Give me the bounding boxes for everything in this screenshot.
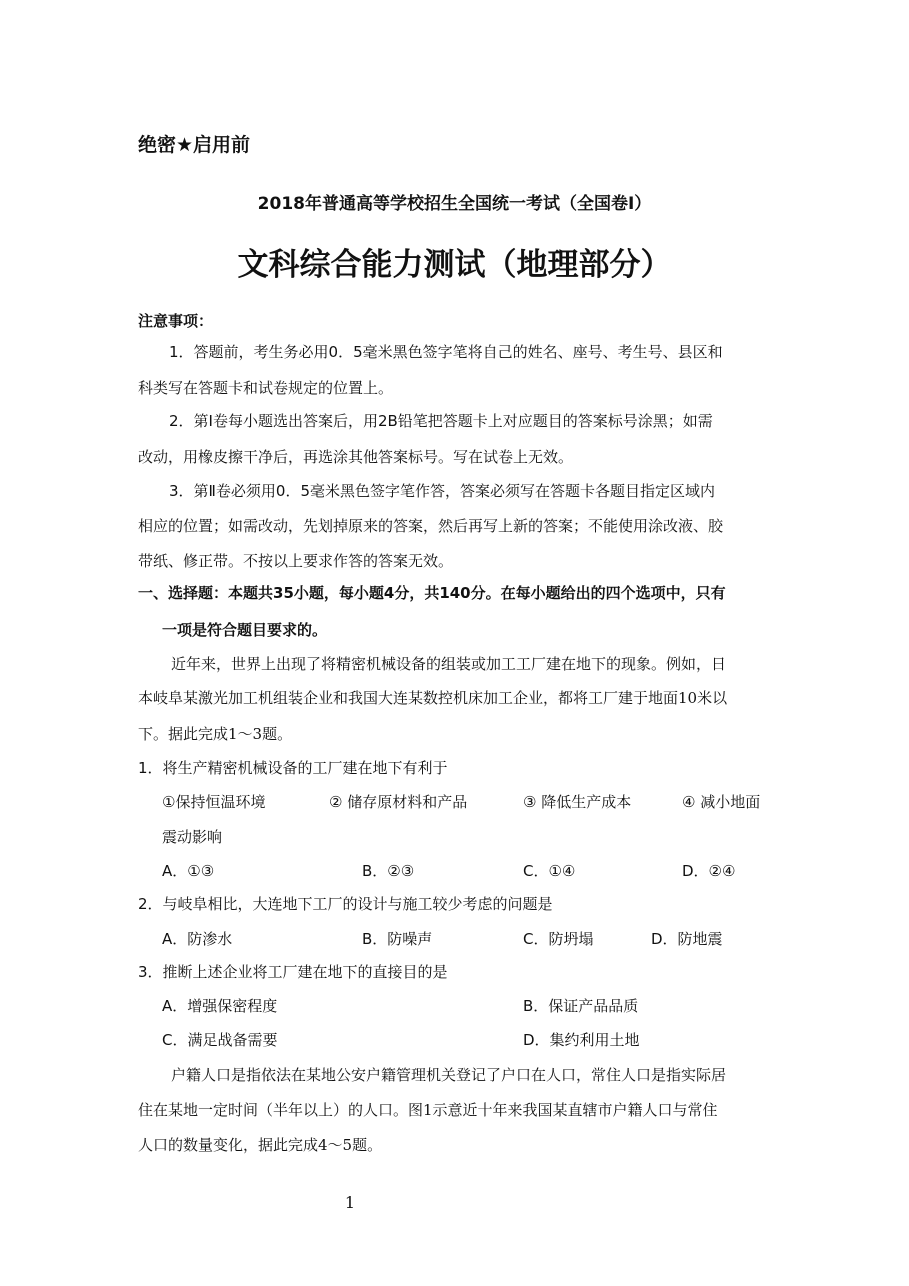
question-2-stem: 2．与岐阜相比，大连地下工厂的设计与施工较少考虑的问题是 xyxy=(138,895,553,913)
section-heading: 一、选择题：本题共35小题，每小题4分，共140分。在每小题给出的四个选项中，只有 xyxy=(138,584,726,602)
notice-line: 1．答题前，考生务必用0．5毫米黑色签字笔将自己的姓名、座号、考生号、县区和 xyxy=(169,343,723,361)
section-heading-cont: 一项是符合题目要求的。 xyxy=(162,621,328,639)
exam-title: 文科综合能力测试（地理部分） xyxy=(237,247,672,283)
q1-option-b: B．②③ xyxy=(362,862,415,880)
q2-option-c: C．防坍塌 xyxy=(523,930,594,948)
notice-line: 科类写在答题卡和试卷规定的位置上。 xyxy=(138,379,394,397)
exam-subtitle: 2018年普通高等学校招生全国统一考试（全国卷Ⅰ） xyxy=(257,194,652,214)
q2-option-b: B．防噪声 xyxy=(362,930,433,948)
q3-option-a: A．增强保密程度 xyxy=(162,997,278,1015)
q3-option-c: C．满足战备需要 xyxy=(162,1031,278,1049)
passage-line: 户籍人口是指依法在某地公安户籍管理机关登记了户口在人口，常住人口是指实际居 xyxy=(171,1066,727,1084)
passage-line: 人口的数量变化，据此完成4～5题。 xyxy=(138,1136,383,1154)
passage-line: 住在某地一定时间（半年以上）的人口。图1示意近十年来我国某直辖市户籍人口与常住 xyxy=(138,1101,718,1119)
q1-option-c: C．①④ xyxy=(523,862,576,880)
passage-line: 近年来，世界上出现了将精密机械设备的组装或加工工厂建在地下的现象。例如，日 xyxy=(171,655,727,673)
q1-option-d: D．②④ xyxy=(682,862,736,880)
q1-item: ④ 减小地面 xyxy=(682,793,761,811)
notice-heading: 注意事项： xyxy=(138,312,214,330)
page-number: 1 xyxy=(344,1193,356,1212)
confidential-label: 绝密★启用前 xyxy=(138,134,251,156)
q1-item: ③ 降低生产成本 xyxy=(523,793,632,811)
question-3-stem: 3．推断上述企业将工厂建在地下的直接目的是 xyxy=(138,963,448,981)
notice-line: 2．第Ⅰ卷每小题选出答案后，用2B铅笔把答题卡上对应题目的答案标号涂黑；如需 xyxy=(169,412,713,430)
notice-line: 带纸、修正带。不按以上要求作答的答案无效。 xyxy=(138,552,454,570)
q2-option-a: A．防渗水 xyxy=(162,930,233,948)
q3-option-d: D．集约利用土地 xyxy=(523,1031,640,1049)
question-1-stem: 1．将生产精密机械设备的工厂建在地下有利于 xyxy=(138,759,448,777)
q1-item-cont: 震动影响 xyxy=(162,828,223,846)
passage-line: 本岐阜某激光加工机组装企业和我国大连某数控机床加工企业，都将工厂建于地面10米以 xyxy=(138,689,728,707)
q2-option-d: D．防地震 xyxy=(651,930,723,948)
notice-line: 相应的位置；如需改动，先划掉原来的答案，然后再写上新的答案；不能使用涂改液、胶 xyxy=(138,517,724,535)
notice-line: 3．第Ⅱ卷必须用0．5毫米黑色签字笔作答，答案必须写在答题卡各题目指定区域内 xyxy=(169,482,716,500)
passage-line: 下。据此完成1～3题。 xyxy=(138,725,293,743)
notice-line: 改动，用橡皮擦干净后，再选涂其他答案标号。写在试卷上无效。 xyxy=(138,448,574,466)
q1-option-a: A．①③ xyxy=(162,862,215,880)
q1-item: ② 储存原材料和产品 xyxy=(329,793,468,811)
q3-option-b: B．保证产品品质 xyxy=(523,997,639,1015)
q1-item: ①保持恒温环境 xyxy=(162,793,266,811)
